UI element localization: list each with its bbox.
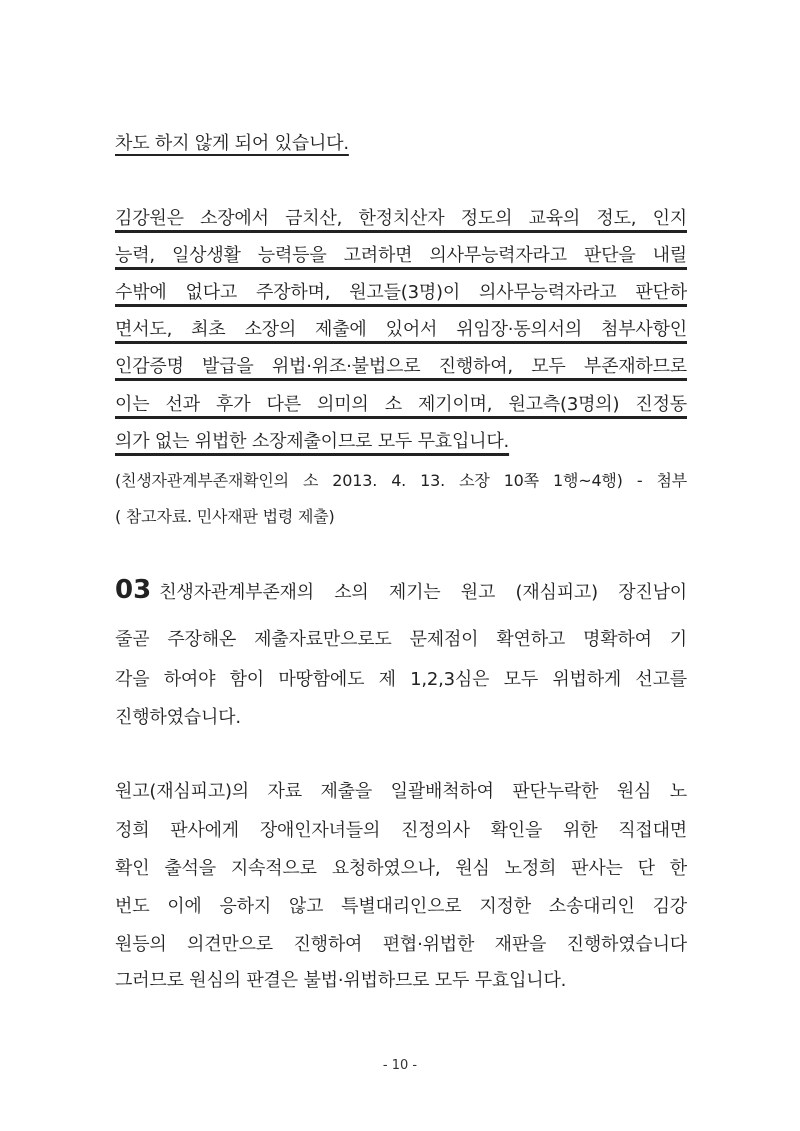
- block1-line-3: 수밖에 없다고 주장하며, 원고들(3명)이 의사무능력자라고 판단하: [115, 282, 687, 303]
- section-03-line-2: 줄곧 주장해온 제출자료만으로도 문제점이 확연하고 명확하여 기: [115, 629, 687, 650]
- section-03-line-3: 각을 하여야 함이 마땅함에도 제 1,2,3심은 모두 위법하게 선고를: [115, 669, 687, 690]
- section-number: 03: [115, 575, 152, 605]
- block1-line-4: 면서도, 최초 소장의 제출에 있어서 위임장·동의서의 첨부사항인: [115, 319, 687, 340]
- block1-line-7: 의가 없는 위법한 소장제출이므로 모두 무효입니다.: [115, 431, 510, 452]
- citation-text: (친생자관계부존재확인의 소 2013. 4. 13. 소장 10쪽 1행~4행) - 첨부: [115, 471, 687, 490]
- section-03-line-1: 03 친생자관계부존재의 소의 제기는 원고 (재심피고) 장진남이: [115, 575, 687, 605]
- block2-line-5: 원등의 의견만으로 진행하여 편협·위법한 재판을 진행하였습니다: [115, 934, 687, 955]
- block1-line-1: 김강원은 소장에서 금치산, 한정치산자 정도의 교육의 정도, 인지: [115, 208, 687, 229]
- block2-line-3: 확인 출석을 지속적으로 요청하였으나, 원심 노정희 판사는 단 한: [115, 858, 687, 879]
- block2-line-4: 번도 이에 응하지 않고 특별대리인으로 지정한 소송대리인 김강: [115, 896, 687, 917]
- page-number: - 10 -: [382, 1058, 418, 1073]
- block2-line-2: 정희 판사에게 장애인자녀들의 진정의사 확인을 위한 직접대면: [115, 820, 687, 841]
- reference-text: ( 참고자료. 민사재판 법령 제출): [115, 507, 335, 526]
- block2-line-1: 원고(재심피고)의 자료 제출을 일괄배척하여 판단누락한 원심 노: [115, 781, 687, 802]
- block1-line-5: 인감증명 발급을 위법·위조·불법으로 진행하여, 모두 부존재하므로: [115, 356, 687, 377]
- block1-line-2: 능력, 일상생활 능력등을 고려하면 의사무능력자라고 판단을 내릴: [115, 245, 687, 266]
- block2-line-6: 그러므로 원심의 판결은 불법·위법하므로 모두 무효입니다.: [115, 970, 567, 991]
- block1-line-6: 이는 선과 후가 다른 의미의 소 제기이며, 원고측(3명의) 진정동: [115, 394, 687, 415]
- section-03-line-4: 진행하였습니다.: [115, 707, 241, 728]
- continuation-line: 차도 하지 않게 되어 있습니다.: [115, 133, 349, 154]
